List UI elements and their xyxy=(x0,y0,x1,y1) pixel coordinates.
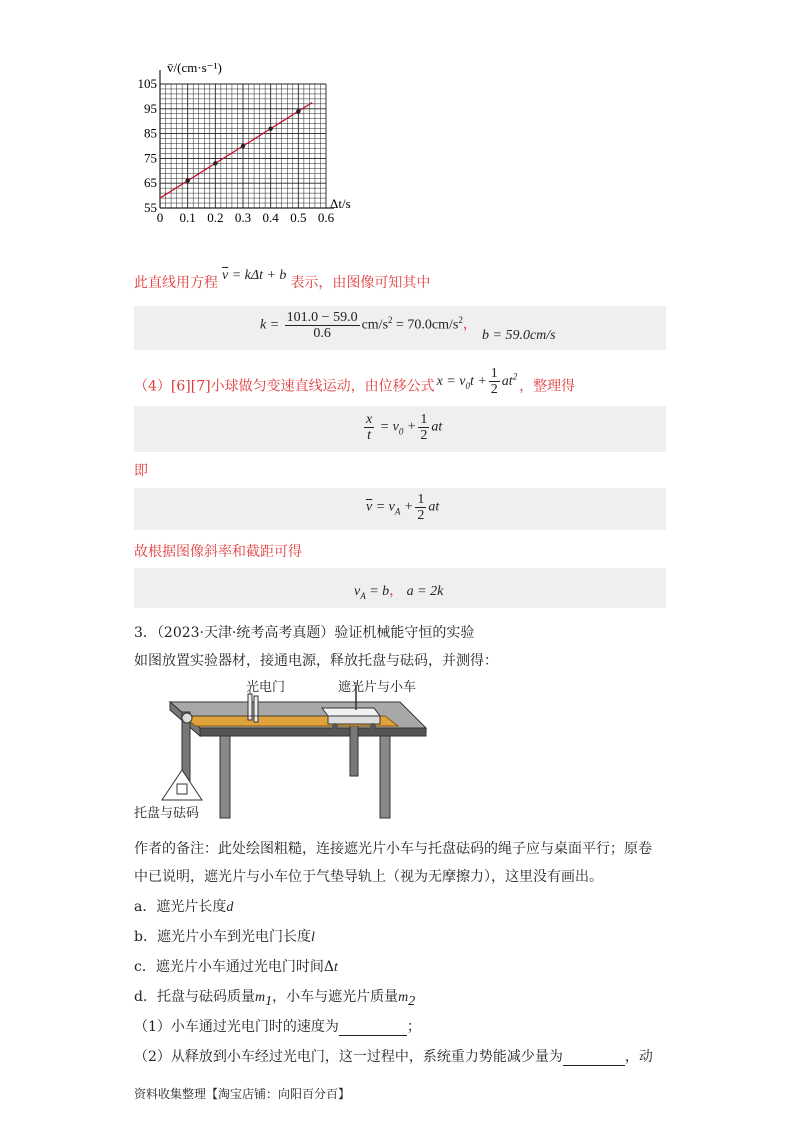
chart-y-label: v̄/(cm·s⁻¹) xyxy=(167,60,222,75)
y-tick-label: 75 xyxy=(144,150,157,166)
data-point xyxy=(241,144,245,148)
ji-label: 即 xyxy=(134,463,148,479)
question-2: （2）从释放到小车经过光电门，这一过程中，系统重力势能减少量为 ，动 xyxy=(134,1049,653,1065)
footer: 资料收集整理【淘宝店铺：向阳百分百】 xyxy=(134,1087,351,1101)
b-formula: b = 59.0cm/s xyxy=(482,328,556,343)
vbar-formula: $\overline{v} = v_A$ + $\frac{1}{2}$ at xyxy=(366,492,440,523)
data-point xyxy=(185,179,189,183)
problem3-intro: 如图放置实验器材，接通电源，释放托盘与砝码，并测得： xyxy=(134,653,498,669)
problem3-heading: 3．（2023·天津·统考高考真题）验证机械能守恒的实验 xyxy=(134,625,475,641)
note-line-1: 作者的备注：此处绘图粗糙，连接遮光片小车与托盘砝码的绳子应与桌面平行；原卷 xyxy=(134,841,652,857)
y-tick-label: 55 xyxy=(144,200,157,215)
table-edge xyxy=(200,728,426,736)
table-leg xyxy=(380,736,390,818)
k-formula: k = $\frac{101.0 - 59.0}{0.6}$ $cm/s^2 = 70.0cm/s^2$， xyxy=(260,310,477,341)
data-point xyxy=(296,109,300,113)
item-a: a．遮光片长度d xyxy=(134,899,234,915)
line-eq-suffix: 表示，由图像可知其中 xyxy=(290,275,431,291)
formula-box-x-over-t xyxy=(134,406,666,452)
formula-box-vbar xyxy=(134,488,666,530)
x-tick-label: 0.3 xyxy=(234,210,252,225)
conclusion-text: 故根据图像斜率和截距可得 xyxy=(134,544,302,560)
item-c: c．遮光片小车通过光电门时间Δt xyxy=(134,959,338,975)
line-eq-prefix: 此直线用方程 xyxy=(134,275,218,291)
x-tick-label: 0.6 xyxy=(317,210,335,225)
data-point xyxy=(213,161,217,165)
formula-box-result xyxy=(134,568,666,608)
fit-line xyxy=(160,103,312,198)
chart-x-label: Δt/s xyxy=(330,196,351,211)
chart-fit-line xyxy=(160,103,312,198)
line-equation: $\overline{v} = k\Delta t + b$ xyxy=(222,268,287,283)
weight xyxy=(177,784,187,794)
item-d: d．托盘与砝码质量$m_1$，小车与遮光片质量$m_2$ xyxy=(134,989,416,1009)
y-tick-label: 65 xyxy=(144,175,157,191)
pulley xyxy=(182,713,192,723)
cart xyxy=(322,708,380,716)
y-tick-label: 105 xyxy=(137,76,157,91)
label-cart: 遮光片与小车 xyxy=(338,680,417,695)
formula-box-k-b xyxy=(134,306,666,350)
answer-blank-2[interactable] xyxy=(563,1051,625,1066)
note-line-2: 中已说明，遮光片与小车位于气垫导轨上（视为无摩擦力），这里没有画出。 xyxy=(134,869,603,885)
part4-sentence: （4）[6][7]小球做匀变速直线运动，由位移公式 $x = v_0t$ + $\frac{1}{2}$ $at^2$，整理得 xyxy=(134,366,576,397)
y-tick-label: 95 xyxy=(144,100,157,116)
line-equation-sentence xyxy=(134,268,431,292)
x-tick-label: 0.4 xyxy=(262,210,279,225)
x-over-t-formula: $\frac{x}{t}$ = $v_0$ + $\frac{1}{2}$ at xyxy=(366,412,443,443)
data-point xyxy=(268,126,272,130)
x-tick-label: 0 xyxy=(156,210,164,225)
label-tray: 托盘与砝码 xyxy=(134,806,200,821)
item-b: b．遮光片小车到光电门长度l xyxy=(134,929,315,945)
answer-blank-1[interactable] xyxy=(339,1021,407,1036)
result-formula: $v_A = b$， a = 2k xyxy=(354,584,444,601)
x-tick-label: 0.2 xyxy=(207,210,224,225)
velocity-time-chart xyxy=(120,58,370,238)
table-leg xyxy=(220,736,230,818)
chart-axes xyxy=(160,70,334,208)
question-1: （1）小车通过光电门时的速度为 ； xyxy=(134,1019,421,1035)
label-photogate: 光电门 xyxy=(246,680,286,695)
x-tick-label: 0.5 xyxy=(290,210,307,225)
x-tick-label: 0.1 xyxy=(179,210,196,225)
y-tick-label: 85 xyxy=(144,125,157,141)
